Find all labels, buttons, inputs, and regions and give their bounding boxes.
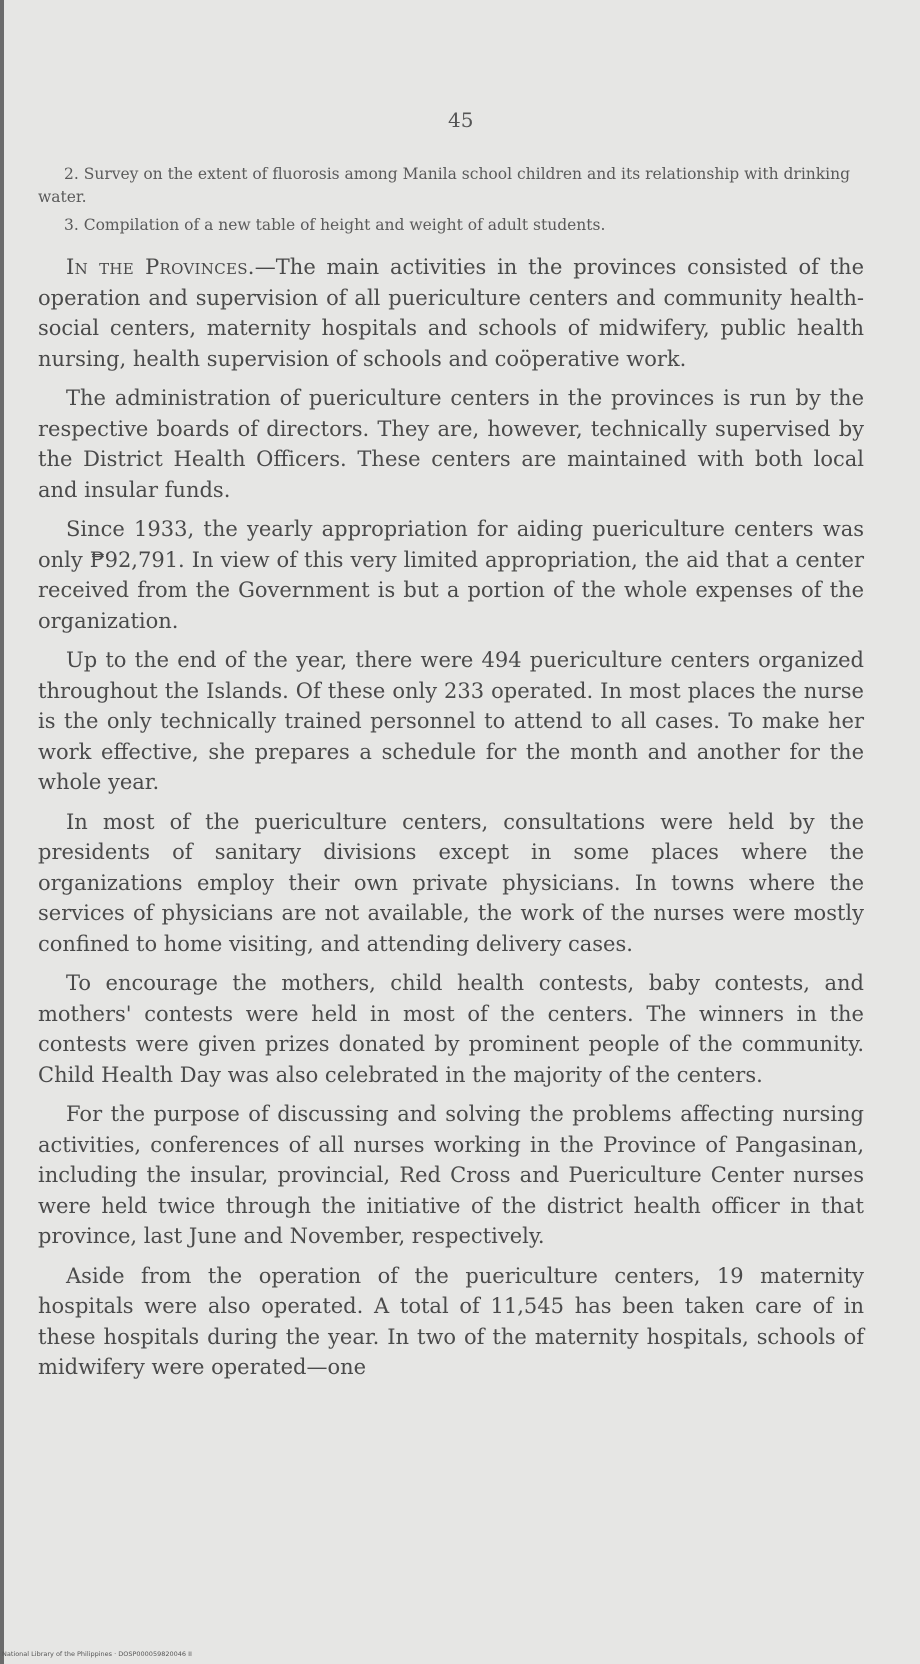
body-text [38, 252, 864, 1392]
paragraph-contests: To encourage the mothers, child health contests, baby contests, and mothers' contests were held in most of the centers. The winners in the contests were given prizes donated by prominent people of the community. Child Health Day was also celebrated in the majority of the centers. [38, 971, 864, 1087]
paragraph-consultations: In most of the puericulture centers, consultations were held by the presidents of sanitary divisions except in some places where the organizations employ their own private physicians. In towns where the services of physicians are not available, the work of the nurses were mostly confined to home visiting, and attending delivery cases. [38, 809, 864, 956]
paragraph-appropriation: Since 1933, the yearly appropriation for aiding puericulture centers was only ₱92,791. In view of this very limited appropriation, the aid that a center received from the Government is but a portion of the whole expenses of the organization. [38, 517, 864, 633]
page-number: 45 [448, 108, 474, 132]
paragraph-maternity-hospitals: Aside from the operation of the puericulture centers, 19 maternity hospitals were also operated. A total of 11,545 has been taken care of in these hospitals during the year. In two of the maternity hospitals, schools of midwifery were operated—one [38, 1263, 864, 1379]
list-item-compilation: 3. Compilation of a new table of height and weight of adult students. [64, 216, 606, 234]
section-lead-in: In the Provinces. [66, 255, 255, 279]
footer-credit: National Library of the Philippines · DOSP000059820046 II [2, 1650, 192, 1658]
paragraph-conferences: For the purpose of discussing and solving the problems affecting nursing activities, conferences of all nurses working in the Province of Pangasinan, including the insular, provincial, Red Cross and Puericulture Center nurses were held twice through the initiative of the district health officer in that province, last June and November, respectively. [38, 1102, 864, 1248]
paragraph-centers-count: Up to the end of the year, there were 494 puericulture centers organized throughout the Islands. Of these only 233 operated. In most places the nurse is the only technically trained personnel to attend to all cases. To make her work effective, she prepares a schedule for the month and another for the whole year. [38, 648, 864, 794]
paragraph-text: —The main activities in the provinces consisted of the operation and supervision of all puericulture centers and community health-social centers, maternity hospitals and schools of midwifery, public health nursing, health supervision of schools and coöperative work. [38, 255, 865, 371]
list-item-survey: 2. Survey on the extent of fluorosis among Manila school children and its relationship with drinking water. [38, 165, 851, 206]
paragraph-provinces [38, 252, 864, 374]
paragraph-administration: The administration of puericulture centers in the provinces is run by the respective boards of directors. They are, however, technically supervised by the District Health Officers. These centers are maintained with both local and insular funds. [38, 386, 864, 502]
